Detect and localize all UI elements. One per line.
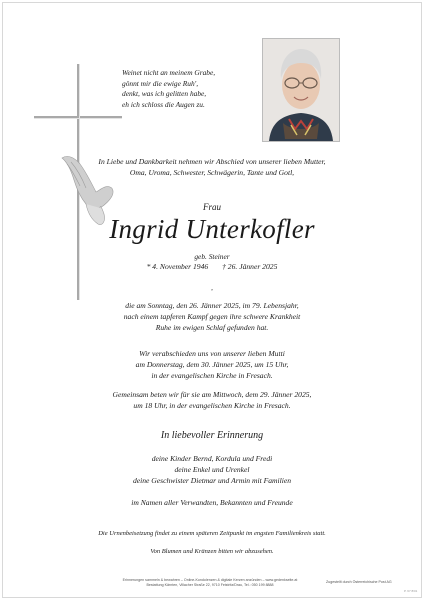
footer-line: Erinnerungen sammeln & bewahren – Online-Kondolenzen & digitale Kerzen anzünden – www.gedenkseite.at — [122, 578, 298, 582]
death-notice-line: Ruhe im ewigen Schlaf gefunden hat. — [155, 323, 269, 332]
deceased-name: Ingrid Unterkofler — [109, 214, 315, 244]
poem-line: gönnt mir die ewige Ruh', — [122, 78, 199, 88]
separator-mark: , — [211, 284, 213, 292]
family-line: deine Enkel und Urenkel — [174, 465, 250, 474]
urn-burial-note: Die Urnenbeisetzung findet zu einem späteren Zeitpunkt im engsten Familienkreis statt. — [98, 530, 326, 537]
death-date: † 26. Jänner 2025 — [222, 262, 278, 271]
birth-name: geb. Steiner — [194, 252, 230, 261]
postal-note: Zugestellt durch Österreichische Post AG — [326, 580, 392, 584]
farewell-line: am Donnerstag, dem 30. Jänner 2025, um 15 Uhr, — [135, 360, 289, 369]
portrait-photo — [262, 38, 340, 142]
family-line: deine Geschwister Dietmar und Armin mit Familien — [132, 476, 292, 485]
poem-line: denkt, was ich gelitten habe, — [122, 89, 207, 98]
family-list — [0, 453, 424, 486]
birth-date: * 4. November 1946 — [146, 262, 209, 271]
prayer-line: um 18 Uhr, in der evangelischen Kirche in Fresach. — [133, 401, 291, 410]
flowers-note: Von Blumen und Kränzen bitten wir abzusehen. — [150, 548, 274, 555]
intro-line: In Liebe und Dankbarkeit nehmen wir Abschied von unserer lieben Mutter, — [98, 157, 326, 166]
memory-heading: In liebevoller Erinnerung — [160, 430, 264, 441]
intro-text — [0, 156, 424, 178]
life-dates — [0, 262, 424, 271]
print-code: P. 67 8/01 — [404, 589, 418, 593]
death-notice-line: die am Sonntag, den 26. Jänner 2025, im 79. Lebensjahr, — [125, 301, 299, 310]
intro-line: Oma, Uroma, Schwester, Schwägerin, Tante und Gotl, — [129, 168, 295, 177]
death-notice-line: nach einem tapferen Kampf gegen ihre schwere Krankheit — [123, 312, 301, 321]
poem-line: Weinet nicht an meinem Grabe, — [122, 68, 216, 77]
title: Frau — [203, 202, 221, 212]
poem-line: eh ich schloss die Augen zu. — [122, 99, 205, 109]
farewell-line: in der evangelischen Kirche in Fresach. — [151, 371, 273, 380]
footer-text — [104, 578, 316, 588]
poem — [122, 68, 262, 110]
death-notice — [0, 300, 424, 333]
farewell-line: Wir verabschieden uns von unserer lieben Mutti — [139, 349, 285, 358]
prayer-notice — [0, 389, 424, 411]
relatives-line: im Namen aller Verwandten, Bekannten und Freunde — [131, 498, 293, 507]
prayer-line: Gemeinsam beten wir für sie am Mittwoch, dem 29. Jänner 2025, — [112, 390, 312, 399]
footer-line: Bestattung Kärnten, Villacher Straße 22, 9710 Feistritz/Drau, Tel.: 050 199 8888 — [146, 583, 274, 587]
farewell-notice — [0, 348, 424, 381]
family-line: deine Kinder Bernd, Kordula und Fredi — [151, 454, 273, 463]
